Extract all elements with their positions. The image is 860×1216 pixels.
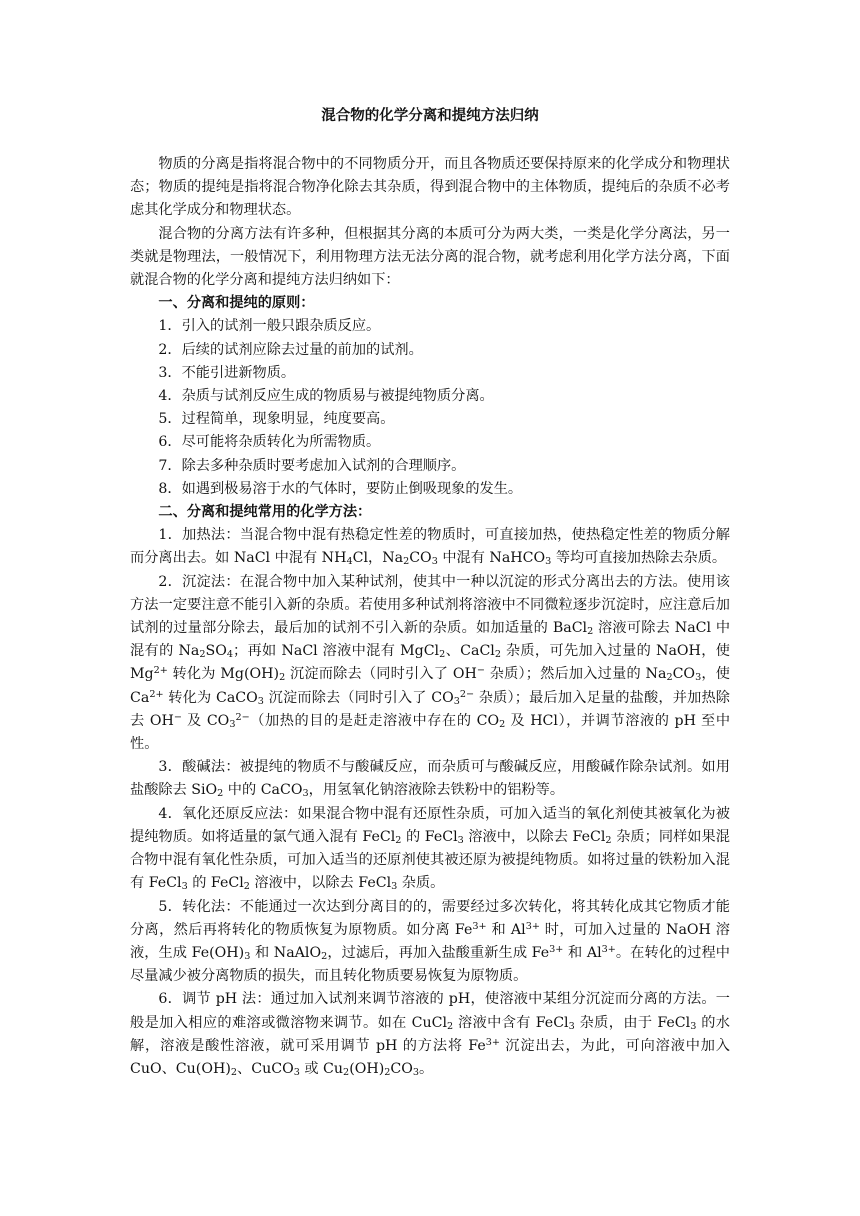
document-body	[130, 103, 730, 1081]
document-title: 混合物的化学分离和提纯方法归纳	[321, 107, 539, 124]
method-acid-base-paragraph: 3．酸碱法：被提纯的物质不与酸碱反应，而杂质可与酸碱反应，用酸碱作除杂试剂。如用盐酸除去 SiO$_2$ 中的 CaCO$_3$，用氢氧化钠溶液除去铁粉中的铝粉等。	[130, 759, 730, 800]
method-conversion-paragraph: 5．转化法：不能通过一次达到分离目的的，需要经过多次转化，将其转化成其它物质才能分离，然后再将转化的物质恢复为原物质。如分离 $Fe^{3+}$ 和 $Al^{3+}$ 时，可加入过量的 NaOH 溶液，生成 $Fe(OH)_3$ 和 NaAlO$_2$，过滤后，再加入盐酸重新生成 $Fe^{3+}$ 和 $Al^{3+}$。在转化的过程中尽量减少被分离物质的损失，而且转化物质要易恢复为原物质。	[130, 898, 730, 985]
principle-item-2: 2．后续的试剂应除去过量的前加的试剂。	[158, 341, 423, 358]
principle-item-4: 4．杂质与试剂反应生成的物质易与被提纯物质分离。	[158, 388, 494, 405]
principle-item-6: 6．尽可能将杂质转化为所需物质。	[158, 434, 381, 451]
principle-item-7: 7．除去多种杂质时要考虑加入试剂的合理顺序。	[158, 457, 466, 474]
section-2-heading: 二、分离和提纯常用的化学方法：	[158, 504, 372, 521]
method-redox-paragraph: 4．氧化还原反应法：如果混合物中混有还原性杂质，可加入适当的氧化剂使其被氧化为被提纯物质。如将适量的氯气通入混有 FeCl$_2$ 的 FeCl$_3$ 溶液中，以除去 FeCl$_2$ 杂质；同样如果混合物中混有氧化性杂质，可加入适当的还原剂使其被还原为被提纯物质。如将过量的铁粉加入混有 FeCl$_3$ 的 FeCl$_2$ 溶液中，以除去 FeCl$_3$ 杂质。	[130, 805, 730, 893]
principle-item-1: 1．引入的试剂一般只跟杂质反应。	[158, 318, 381, 335]
intro-paragraph-2: 混合物的分离方法有许多种，但根据其分离的本质可分为两大类，一类是化学分离法，另一类就是物理法，一般情况下，利用物理方法无法分离的混合物，就考虑利用化学方法分离，下面就混合物的化学分离和提纯方法归纳如下：	[130, 225, 730, 289]
principle-item-3: 3．不能引进新物质。	[158, 364, 296, 381]
principle-item-8: 8．如遇到极易溶于水的气体时，要防止倒吸现象的发生。	[158, 480, 523, 497]
section-1-heading: 一、分离和提纯的原则：	[158, 295, 315, 312]
principle-item-5: 5．过程简单，现象明显，纯度要高。	[158, 411, 395, 428]
method-precipitation-paragraph: 2．沉淀法：在混合物中加入某种试剂，使其中一种以沉淀的形式分离出去的方法。使用该方法一定要注意不能引入新的杂质。若使用多种试剂将溶液中不同微粒逐步沉淀时，应注意后加试剂的过量部分除去，最后加的试剂不引入新的杂质。如加适量的 BaCl$_2$ 溶液可除去 NaCl 中混有的 $Na_2SO_4$；再如 NaCl 溶液中混有 MgCl$_2$、CaCl$_2$ 杂质，可先加入过量的 NaOH，使 $Mg^{2+}$ 转化为 $Mg(OH)_2$ 沉淀而除去（同时引入了 OH− 杂质）；然后加入过量的 $Na_2CO_3$，使 $Ca^{2+}$ 转化为 CaCO$_3$ 沉淀而除去（同时引入了 $CO_3^{2-}$ 杂质）；最后加入足量的盐酸，并加热除去 OH− 及 $CO_3^{2-}$（加热的目的是赶走溶液中存在的 $CO_2$ 及 HCl），并调节溶液的 pH 至中性。	[130, 573, 731, 753]
intro-paragraph-1: 物质的分离是指将混合物中的不同物质分开，而且各物质还要保持原来的化学成分和物理状态；物质的提纯是指将混合物净化除去其杂质，得到混合物中的主体物质，提纯后的杂质不必考虑其化学成分和物理状态。	[130, 156, 730, 219]
method-heating-paragraph: 1．加热法：当混合物中混有热稳定性差的物质时，可直接加热，使热稳定性差的物质分解而分离出去。如 NaCl 中混有 $NH_4Cl$，$Na_2CO_3$ 中混有 NaHCO$_3$ 等均可直接加热除去杂质。	[130, 527, 730, 568]
method-ph-adjust-paragraph: 6．调节 pH 法：通过加入试剂来调节溶液的 pH，使溶液中某组分沉淀而分离的方法。一般是加入相应的难溶或微溶物来调节。如在 CuCl$_2$ 溶液中含有 FeCl$_3$ 杂质，由于 FeCl$_3$ 的水解，溶液是酸性溶液，就可采用调节 pH 的方法将 $Fe^{3+}$ 沉淀出去，为此，可向溶液中加入 CuO、$Cu(OH)_2$、CuCO$_3$ 或 $Cu_2(OH)_2CO_3$。	[130, 991, 730, 1079]
